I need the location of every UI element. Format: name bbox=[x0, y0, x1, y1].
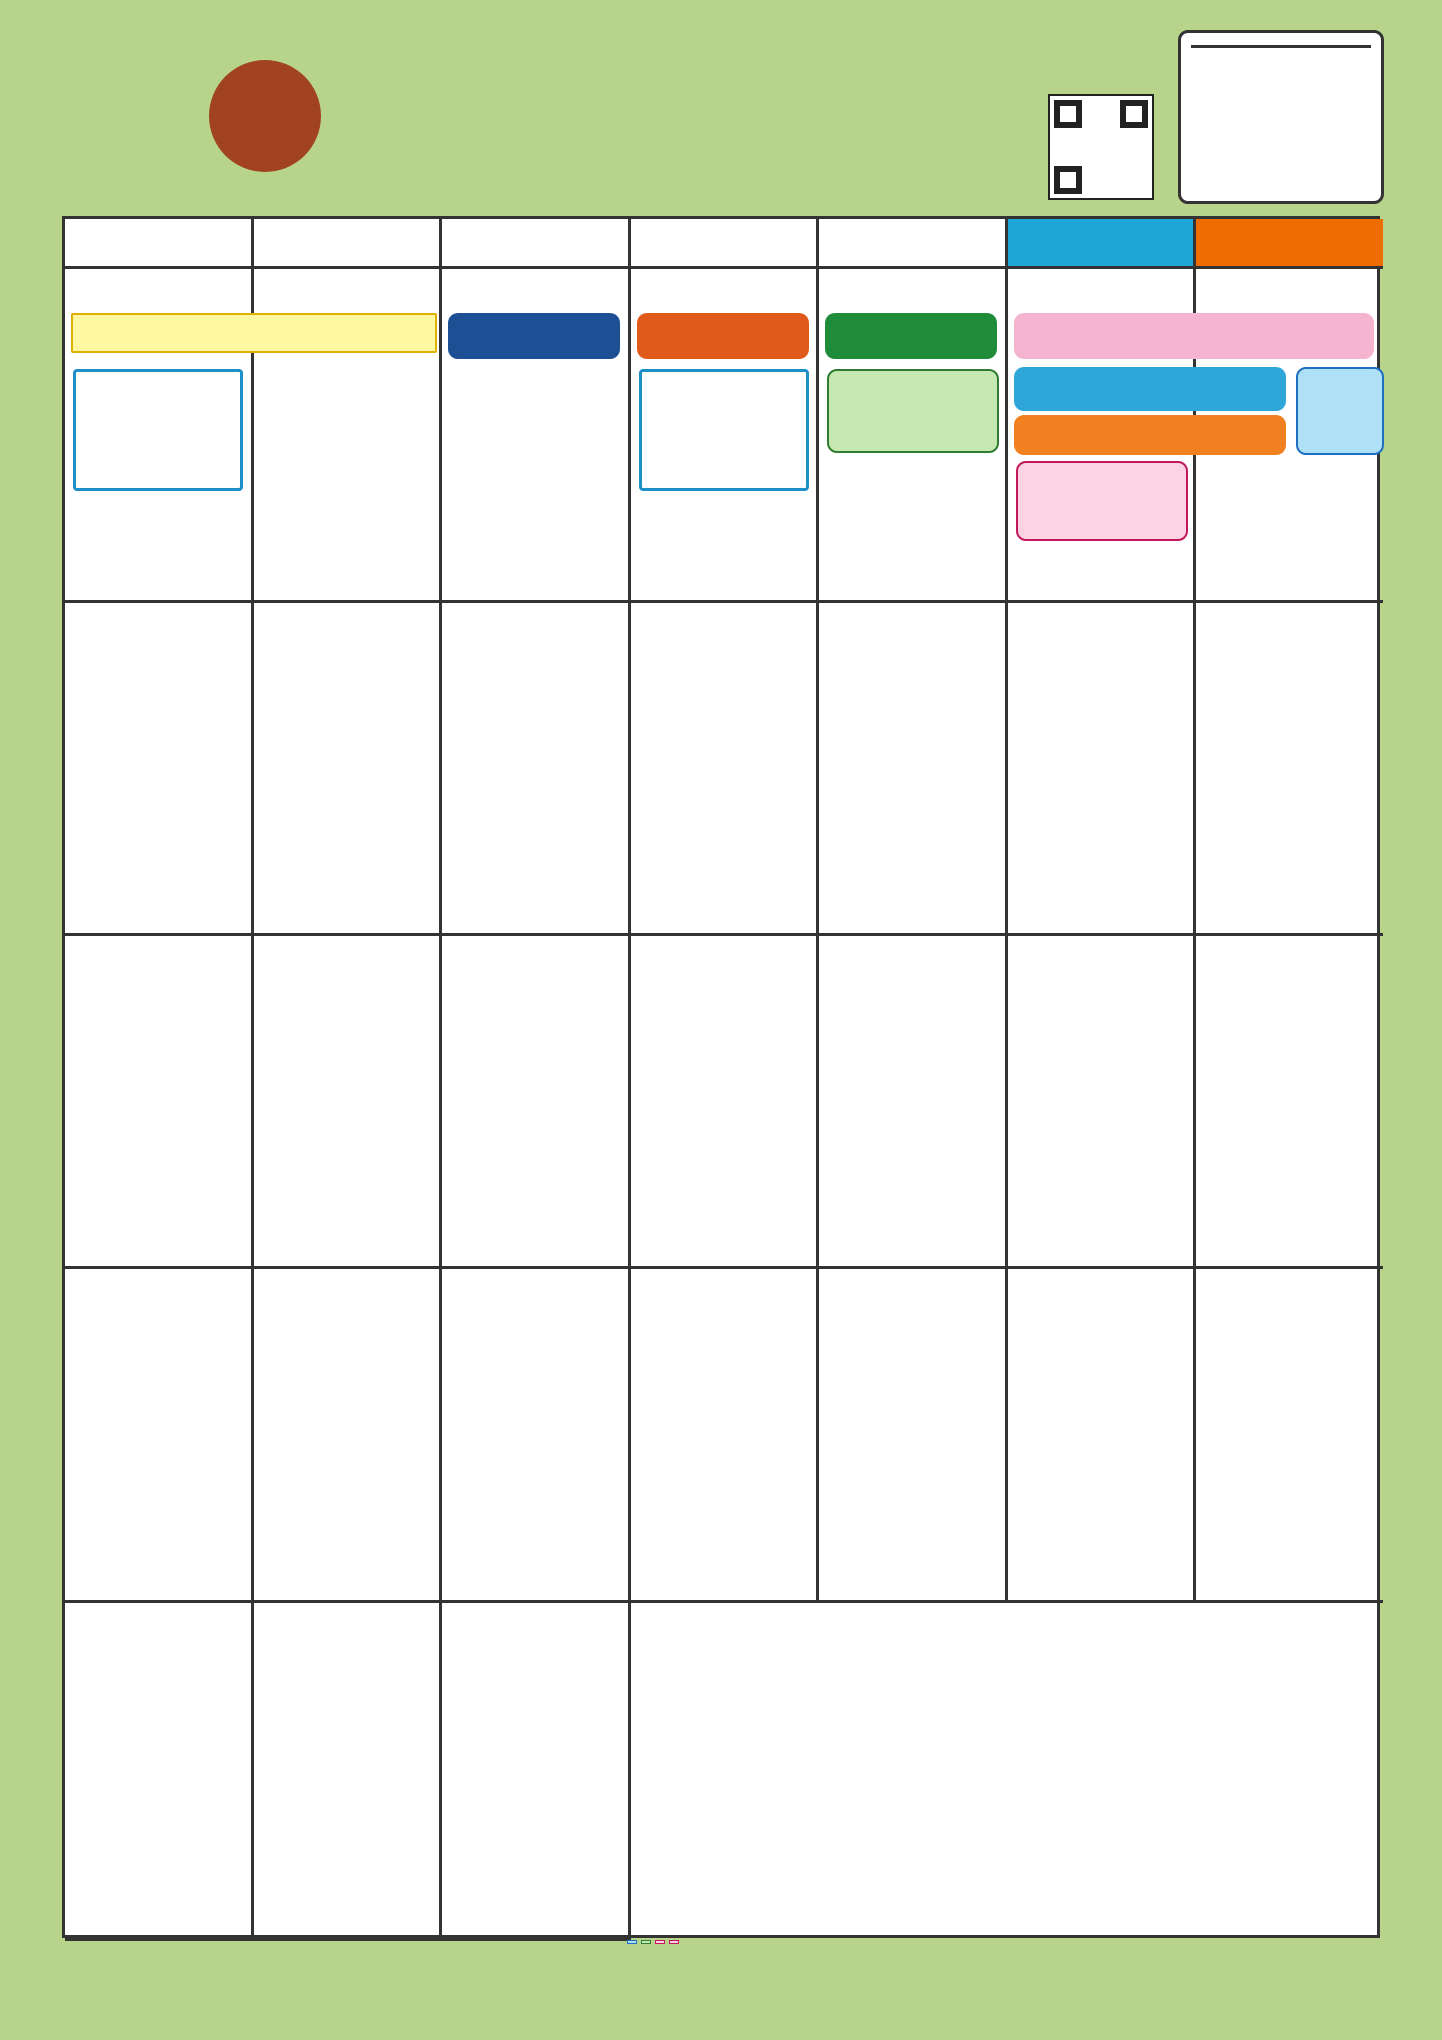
day-cell bbox=[442, 936, 631, 1269]
dow-6 bbox=[1196, 219, 1383, 269]
day-cell bbox=[819, 1269, 1008, 1603]
day-cell bbox=[254, 1603, 442, 1941]
dow-3 bbox=[631, 219, 819, 269]
day-cell bbox=[819, 269, 1008, 603]
day-cell bbox=[65, 936, 254, 1269]
milk-day bbox=[448, 313, 620, 359]
point-day-badge bbox=[1016, 461, 1188, 541]
fish-promo bbox=[73, 369, 243, 491]
day-cell bbox=[442, 603, 631, 936]
day-cell bbox=[1008, 269, 1196, 603]
point-day-badge bbox=[1296, 367, 1384, 455]
day-cell bbox=[1008, 603, 1196, 936]
day-cell bbox=[1008, 1269, 1196, 1603]
qr-corner bbox=[1120, 100, 1148, 128]
day-cell bbox=[65, 603, 254, 936]
dow-0 bbox=[65, 219, 254, 269]
qr-corner bbox=[1054, 166, 1082, 194]
egg-day bbox=[637, 313, 809, 359]
day-cell bbox=[1196, 269, 1383, 603]
day-cell bbox=[65, 1603, 254, 1941]
fish-promo bbox=[639, 369, 809, 491]
day-cell bbox=[631, 603, 819, 936]
store-name bbox=[1191, 41, 1371, 48]
legend-item bbox=[655, 1940, 665, 1944]
calendar bbox=[62, 216, 1380, 1938]
day-cell bbox=[1008, 936, 1196, 1269]
day-cell bbox=[442, 1603, 631, 1941]
legend bbox=[627, 1940, 683, 1944]
day-cell bbox=[1196, 1269, 1383, 1603]
page-title bbox=[205, 60, 325, 172]
dow-2 bbox=[442, 219, 631, 269]
legend-item bbox=[627, 1940, 637, 1944]
day-cell bbox=[254, 269, 442, 603]
day-cell bbox=[65, 269, 254, 603]
day-cell bbox=[819, 603, 1008, 936]
header bbox=[0, 0, 1442, 215]
qr-code[interactable] bbox=[1048, 94, 1154, 200]
day-cell bbox=[631, 269, 819, 603]
day-cell bbox=[819, 936, 1008, 1269]
qr-corner bbox=[1054, 100, 1082, 128]
day-cell bbox=[631, 936, 819, 1269]
yogurt-day bbox=[825, 313, 997, 359]
store-info bbox=[1178, 30, 1384, 204]
legend-item bbox=[641, 1940, 651, 1944]
day-cell bbox=[254, 1269, 442, 1603]
dow-5 bbox=[1008, 219, 1196, 269]
point-day-badge bbox=[827, 369, 999, 453]
day-cell bbox=[254, 936, 442, 1269]
day-cell bbox=[631, 1269, 819, 1603]
toku-badge bbox=[209, 60, 321, 172]
dow-4 bbox=[819, 219, 1008, 269]
day-cell bbox=[65, 1269, 254, 1603]
day-cell bbox=[442, 1269, 631, 1603]
day-cell bbox=[442, 269, 631, 603]
day-cell bbox=[1196, 603, 1383, 936]
dow-1 bbox=[254, 219, 442, 269]
legend-item bbox=[669, 1940, 679, 1944]
day-cell bbox=[254, 603, 442, 936]
day-cell bbox=[1196, 936, 1383, 1269]
